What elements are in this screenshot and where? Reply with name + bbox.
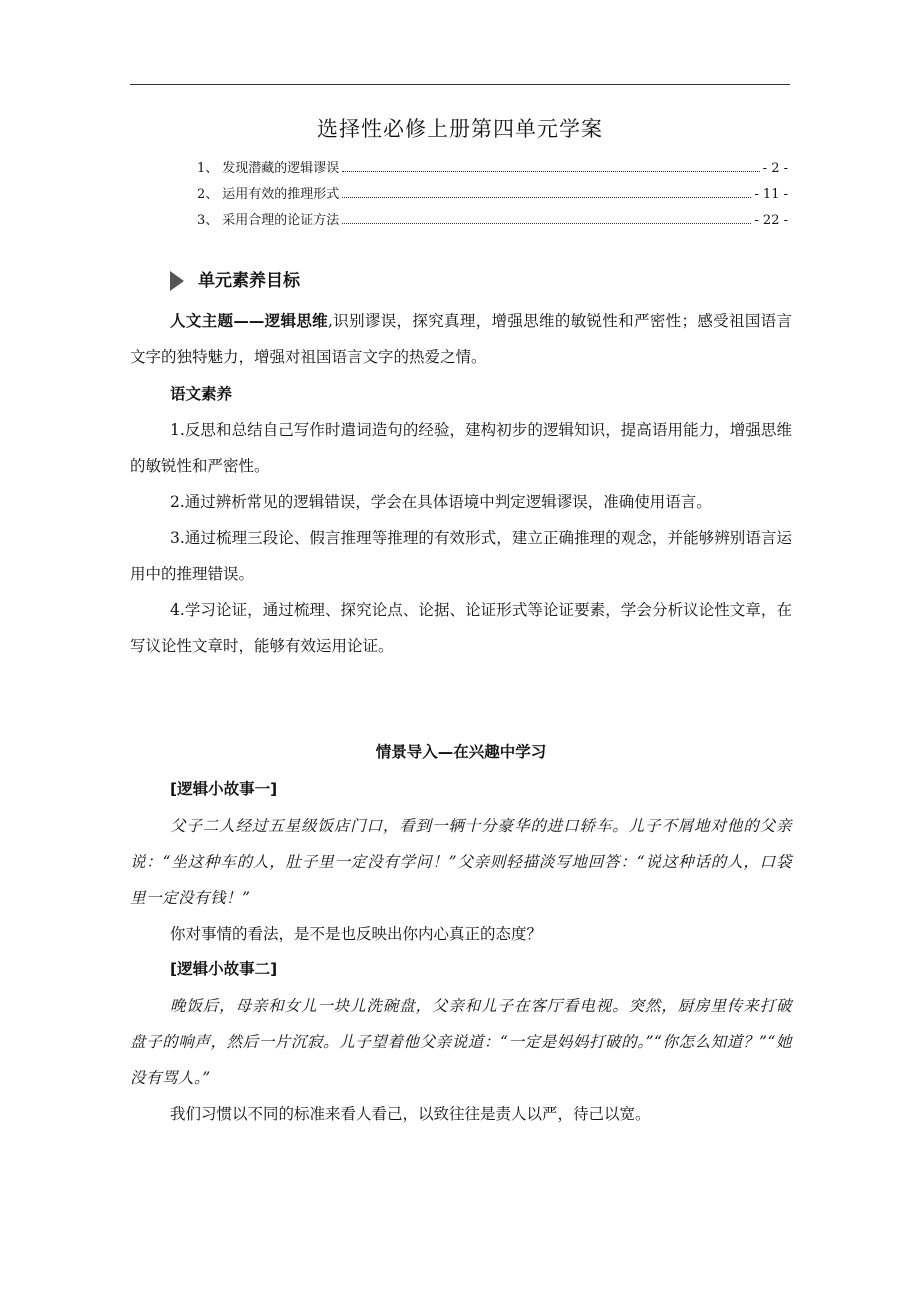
toc-item-page: - 2 -	[762, 161, 788, 176]
story2-label: [逻辑小故事二]	[170, 960, 278, 978]
story1-question: 你对事情的看法，是不是也反映出你内心真正的态度？	[170, 925, 543, 943]
toc-leader-dots	[342, 171, 759, 172]
toc-item[interactable]	[197, 160, 788, 178]
humanities-theme-paragraph	[130, 303, 792, 375]
toc-item[interactable]	[197, 212, 788, 230]
toc-item[interactable]	[197, 186, 788, 204]
toc-leader-dots	[342, 197, 751, 198]
toc-item-number: 1、	[197, 161, 219, 176]
literacy-item: 2.通过辨析常见的逻辑错误，学会在具体语境中判定逻辑谬误，准确使用语言。	[170, 493, 712, 511]
toc-item-title: 采用合理的论证方法	[222, 213, 340, 228]
toc-leader-dots	[342, 223, 751, 224]
humanities-label: 人文主题——	[170, 312, 265, 330]
toc-item-title: 发现潜藏的逻辑谬误	[222, 161, 340, 176]
story2-conclusion: 我们习惯以不同的标准来看人看己，以致往往是责人以严，待己以宽。	[170, 1105, 651, 1123]
header-rule	[130, 84, 790, 85]
literacy-heading: 语文素养	[170, 385, 233, 403]
section-heading-goals	[170, 268, 300, 294]
triangle-bullet-icon	[170, 271, 184, 291]
toc-item-number: 3、	[197, 213, 219, 228]
story1-label: [逻辑小故事一]	[170, 780, 278, 798]
toc-item-number: 2、	[197, 187, 219, 202]
literacy-item: 3.通过梳理三段论、假言推理等推理的有效形式，建立正确推理的观念，并能够辨别语言运用中的推理错误。	[130, 529, 792, 583]
literacy-item: 4.学习论证，通过梳理、探究论点、论据、论证形式等论证要素，学会分析议论性文章，在写议论性文章时，能够有效运用论证。	[130, 601, 792, 655]
toc-item-page: - 22 -	[754, 213, 788, 228]
toc-item-title: 运用有效的推理形式	[222, 187, 340, 202]
intro-heading: 情景导入—在兴趣中学习	[375, 743, 547, 761]
story2-text: 晚饭后，母亲和女儿一块儿洗碗盘，父亲和儿子在客厅看电视。突然，厨房里传来打破盘子的响声，然后一片沉寂。儿子望着他父亲说道：“一定是妈妈打破的。”“你怎么知道？”“她没有骂人。”	[130, 997, 792, 1087]
toc-item-page: - 11 -	[754, 187, 788, 202]
literacy-item: 1.反思和总结自己写作时遣词造句的经验，建构初步的逻辑知识，提高语用能力，增强思维的敏锐性和严密性。	[130, 421, 792, 475]
story1-text: 父子二人经过五星级饭店门口，看到一辆十分豪华的进口轿车。儿子不屑地对他的父亲说：“坐这种车的人，肚子里一定没有学问！”父亲则轻描淡写地回答：“说这种话的人，口袋里一定没有钱！”	[130, 817, 792, 907]
humanities-text: ,识别谬误，探究真理，增强思维的敏锐性和严密性；感受祖国语言文字的独特魅力，增强对祖国语言文字的热爱之情。	[130, 312, 792, 366]
document-title: 选择性必修上册第四单元学案	[317, 117, 603, 141]
humanities-theme: 逻辑思维	[264, 312, 328, 330]
section-heading-text: 单元素养目标	[198, 271, 300, 291]
